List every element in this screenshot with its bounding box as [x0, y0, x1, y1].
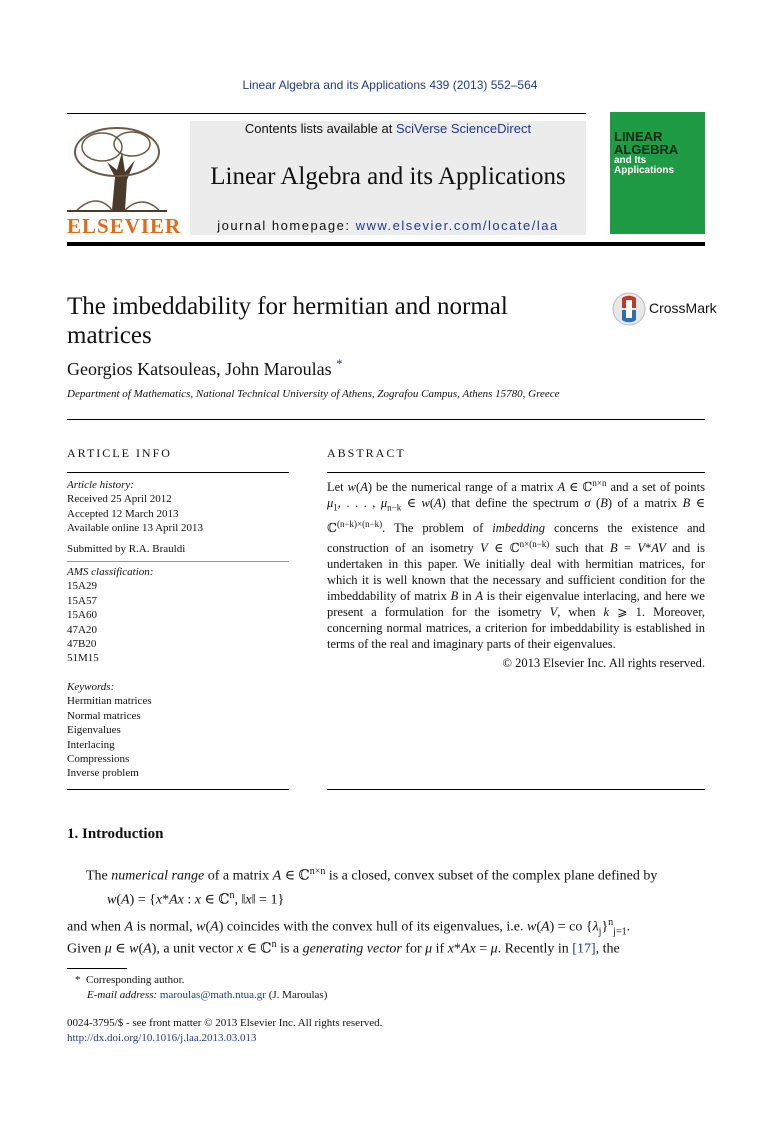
footnote-corresponding	[75, 974, 184, 986]
ams-classification	[67, 565, 289, 666]
doi-link[interactable]: http://dx.doi.org/10.1016/j.laa.2013.03.013	[67, 1032, 257, 1044]
keyword: Eigenvalues	[67, 724, 121, 737]
homepage-link[interactable]: www.elsevier.com/locate/laa	[355, 218, 559, 233]
abstract-copyright: © 2013 Elsevier Inc. All rights reserved.	[502, 656, 705, 670]
submitted-by: Submitted by R.A. Brauldi	[67, 543, 186, 555]
contents-prefix: Contents lists available at	[244, 121, 396, 136]
article-info-bottom-rule	[67, 789, 289, 790]
intro-paragraph-3: Given μ ∈ w(A), a unit vector x ∈ ℂ$^n$ is a generating vector for μ if x*Ax = μ. Recently in [17], the	[67, 939, 620, 957]
cover-subtitle	[614, 156, 674, 176]
history-item: Accepted 12 March 2013	[67, 507, 179, 520]
email-link[interactable]: maroulas@math.ntua.gr	[159, 989, 266, 1001]
ams-code: 15A60	[67, 609, 97, 622]
email-owner: (J. Maroulas)	[265, 989, 328, 1001]
ams-code: 47A20	[67, 623, 97, 636]
publisher-logo: ELSEVIER	[67, 214, 182, 238]
history-item: Available online 13 April 2013	[67, 522, 204, 535]
header-top-rule	[67, 113, 586, 114]
corresponding-author-mark[interactable]: *	[336, 356, 343, 371]
ams-code: 15A57	[67, 594, 97, 607]
header-thick-rule	[67, 242, 705, 246]
keywords-label: Keywords:	[67, 681, 115, 693]
ams-code: 47B20	[67, 638, 97, 651]
keyword: Compressions	[67, 753, 130, 766]
history-item: Received 25 April 2012	[67, 493, 172, 506]
footnote-mark: *	[75, 974, 81, 986]
keyword: Inverse problem	[67, 767, 139, 780]
crossmark-icon[interactable]	[612, 292, 646, 326]
equation-numerical-range: w(A) = {x*Ax : x ∈ ℂ$^n$, ‖x‖ = 1}	[107, 890, 285, 908]
cover-title-line: ALGEBRA	[614, 142, 679, 157]
intro-paragraph-1: The numerical range of a matrix A ∈ ℂ$^{n\times n}$ is a closed, convex subset of the complex plane defined by	[86, 866, 658, 884]
intro-paragraph-2: and when A is normal, w(A) coincides with the convex hull of its eigenvalues, i.e. w(A) = co $\{\lambda_j\}^n_{j=1}$.	[67, 917, 631, 938]
ams-label: AMS classification:	[67, 566, 154, 578]
section-heading-introduction: 1. Introduction	[67, 826, 164, 842]
contents-line	[190, 121, 586, 136]
abstract-heading: ABSTRACT	[327, 446, 406, 460]
abstract-bottom-rule	[327, 789, 705, 790]
cover-subtitle-line: Applications	[614, 165, 675, 176]
history-label: Article history:	[67, 479, 134, 491]
article-history	[67, 478, 289, 536]
article-info-heading: ARTICLE INFO	[67, 446, 172, 460]
email-label: E-mail address:	[87, 989, 160, 1001]
author-list	[67, 356, 343, 380]
elsevier-tree-icon	[67, 122, 167, 214]
keyword: Normal matrices	[67, 709, 141, 722]
keywords	[67, 680, 289, 781]
journal-citation[interactable]: Linear Algebra and its Applications 439 (2013) 552–564	[242, 78, 538, 92]
homepage-line	[190, 218, 586, 233]
crossmark-label[interactable]: CrossMark	[649, 300, 717, 316]
affiliation: Department of Mathematics, National Technical University of Athens, Zografou Campus, Athens 15780, Greece	[67, 388, 560, 400]
info-divider	[67, 561, 289, 562]
ams-code: 51M15	[67, 652, 99, 665]
journal-cover	[610, 112, 705, 234]
footnote-email	[87, 989, 327, 1001]
affiliation-rule	[67, 419, 705, 420]
ams-code: 15A29	[67, 580, 97, 593]
cover-title-line: LINEAR	[614, 129, 663, 144]
keyword: Interlacing	[67, 738, 115, 751]
cover-subtitle-line: and Its	[614, 155, 647, 166]
journal-name: Linear Algebra and its Applications	[210, 163, 566, 190]
keyword: Hermitian matrices	[67, 695, 152, 708]
abstract-text: Let w(A) be the numerical range of a matrix A ∈ ℂ$^{n\times n}$ and a set of points $\mu_1$, . . . , $\mu_{n-k}$ ∈ w(A) that define the spectrum σ (B) of a matrix B ∈ ℂ$^{(n-k)\times(n-k)}$. The problem of imbedding concerns the existence and construction of an isometry V ∈ ℂ$^{n\times(n-k)}$ such that B = V*AV and is undertaken in this paper. We initially deal with hermitian matrices, for which it is well known that the necessary and sufficient condition for the imbeddability of matrix B in A is their eigenvalue interlacing, and here we present a formulation for the isometry V, when k ⩾ 1. Moreover, concerning normal matrices, a criterion for imbeddability is established in terms of the real and imaginary parts of their eigenvalues.	[327, 478, 706, 651]
issn-line: 0024-3795/$ - see front matter © 2013 Elsevier Inc. All rights reserved.	[67, 1017, 383, 1029]
reference-link-17[interactable]: [17]	[572, 941, 596, 957]
homepage-prefix: journal homepage:	[217, 218, 356, 233]
article-title: The imbeddability for hermitian and normal matrices	[67, 293, 508, 349]
abstract-rule	[327, 472, 705, 473]
sciencedirect-link[interactable]: SciVerse ScienceDirect	[395, 121, 532, 136]
footnote-rule	[67, 968, 127, 969]
authors: Georgios Katsouleas, John Maroulas	[67, 359, 332, 379]
article-info-rule	[67, 472, 289, 473]
footnote-text: Corresponding author.	[86, 974, 185, 986]
cover-title	[614, 130, 678, 156]
